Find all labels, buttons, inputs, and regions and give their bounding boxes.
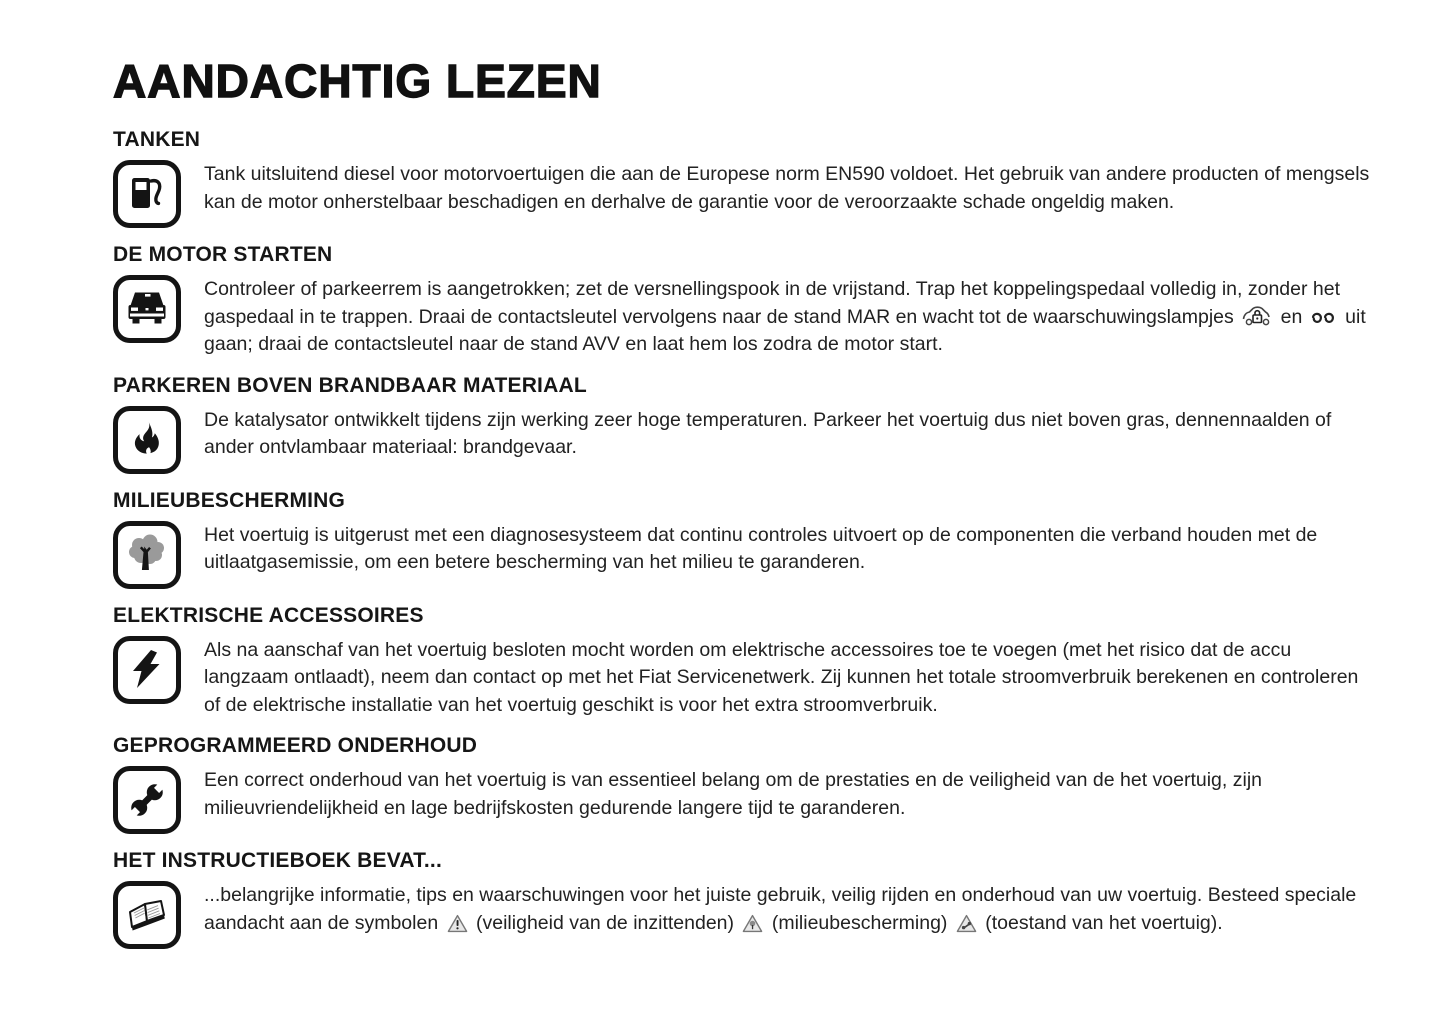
section-text xyxy=(204,882,1375,937)
text-run: (veiligheid van de inzittenden) xyxy=(470,911,740,934)
section-heading: DE MOTOR STARTEN xyxy=(113,243,333,266)
open-book-icon xyxy=(113,881,181,949)
section-row xyxy=(113,766,1445,834)
text-run: uit gaan; draai de contactsleutel naar de stand AVV en laat hem los zodra de motor start. xyxy=(204,305,1366,355)
section-row xyxy=(113,406,1445,474)
section-heading: TANKEN xyxy=(113,128,201,151)
vehicle-warning-triangle-icon xyxy=(956,914,977,933)
text-run: Tank uitsluitend diesel voor motorvoertuigen die aan de Europese norm EN590 voldoet. Het gebruik van andere producten of mengsels kan de motor onherstelbaar beschadigen en derhalve de garantie voor de veroorzaakte schade ongeldig maken. xyxy=(204,163,1370,213)
wrench-icon xyxy=(113,766,181,834)
environment-warning-triangle-icon xyxy=(742,914,763,933)
flame-icon xyxy=(113,406,181,474)
section-heading: GEPROGRAMMEERD ONDERHOUD xyxy=(113,734,478,757)
section-milieubescherming xyxy=(113,489,1445,589)
section-de-motor-starten xyxy=(113,243,1445,359)
section-parkeren-boven-brandbaar-materiaal xyxy=(113,374,1445,474)
text-run: Controleer of parkeerrem is aangetrokken; zet de versnellingspook in de vrijstand. Trap het koppelingspedaal volledig in, zonder het gaspedaal in te trappen. Draai de contactsleutel vervolgens naar de stand MAR en wacht tot de waarschuwingslampjes xyxy=(204,278,1340,328)
text-run: De katalysator ontwikkelt tijdens zijn werking zeer hoge temperaturen. Parkeer het voertuig dus niet boven gras, dennennaalden of ander ontvlambaar materiaal: brandgevaar. xyxy=(204,408,1332,458)
section-heading: HET INSTRUCTIEBOEK BEVAT... xyxy=(113,849,442,872)
fuel-pump-icon xyxy=(113,160,181,228)
text-run: en xyxy=(1275,305,1308,328)
page-title: AANDACHTIG LEZEN xyxy=(113,55,602,107)
section-text xyxy=(204,407,1375,462)
immobilizer-warning-icon xyxy=(1242,306,1272,327)
sections-container xyxy=(113,128,1445,949)
text-run: Als na aanschaf van het voertuig besloten mocht worden om elektrische accessoires toe te voegen (met het risico dat de accu langzaam ontlaadt), neem dan contact op met het Fiat Servicenetwerk. Zij kunnen het totale stroomverbruik berekenen en controleren of de elektrische installatie van het voertuig geschikt is voor het extra stroomverbruik. xyxy=(204,638,1359,716)
car-front-icon xyxy=(113,275,181,343)
section-het-instructieboek-bevat xyxy=(113,849,1445,949)
section-text xyxy=(204,161,1375,216)
section-text xyxy=(204,767,1375,822)
section-row xyxy=(113,160,1445,228)
section-tanken xyxy=(113,128,1445,228)
section-geprogrammeerd-onderhoud xyxy=(113,734,1445,834)
section-heading: ELEKTRISCHE ACCESSOIRES xyxy=(113,603,424,627)
tree-icon xyxy=(113,521,181,589)
section-heading: PARKEREN BOVEN BRANDBAAR MATERIAAL xyxy=(113,373,587,397)
section-elektrische-accessoires xyxy=(113,604,1445,720)
section-row xyxy=(113,521,1445,589)
text-run: ...belangrijke informatie, tips en waarschuwingen voor het juiste gebruik, veilig rijden en onderhoud van uw voertuig. Besteed speciale aandacht aan de symbolen xyxy=(204,884,1357,934)
section-text xyxy=(204,276,1375,359)
text-run: Het voertuig is uitgerust met een diagnosesysteem dat continu controles uitvoert op de componenten die verband houden met de uitlaatgasemissie, om een betere bescherming van het milieu te garanderen. xyxy=(204,523,1318,573)
section-row xyxy=(113,275,1445,359)
section-text xyxy=(204,637,1375,720)
section-text xyxy=(204,522,1375,577)
section-heading: MILIEUBESCHERMING xyxy=(113,488,346,512)
text-run: Een correct onderhoud van het voertuig is van essentieel belang om de prestaties en de veiligheid van de het voertuig, zijn milieuvriendelijkheid en lage bedrijfskosten gedurende langere tijd te garanderen. xyxy=(204,769,1262,819)
section-row xyxy=(113,636,1445,720)
text-run: (milieubescherming) xyxy=(766,911,953,934)
glow-plug-warning-icon xyxy=(1311,312,1337,327)
section-row xyxy=(113,881,1445,949)
text-run: (toestand van het voertuig). xyxy=(979,911,1223,934)
safety-warning-triangle-icon xyxy=(447,914,468,933)
lightning-bolt-icon xyxy=(113,636,181,704)
